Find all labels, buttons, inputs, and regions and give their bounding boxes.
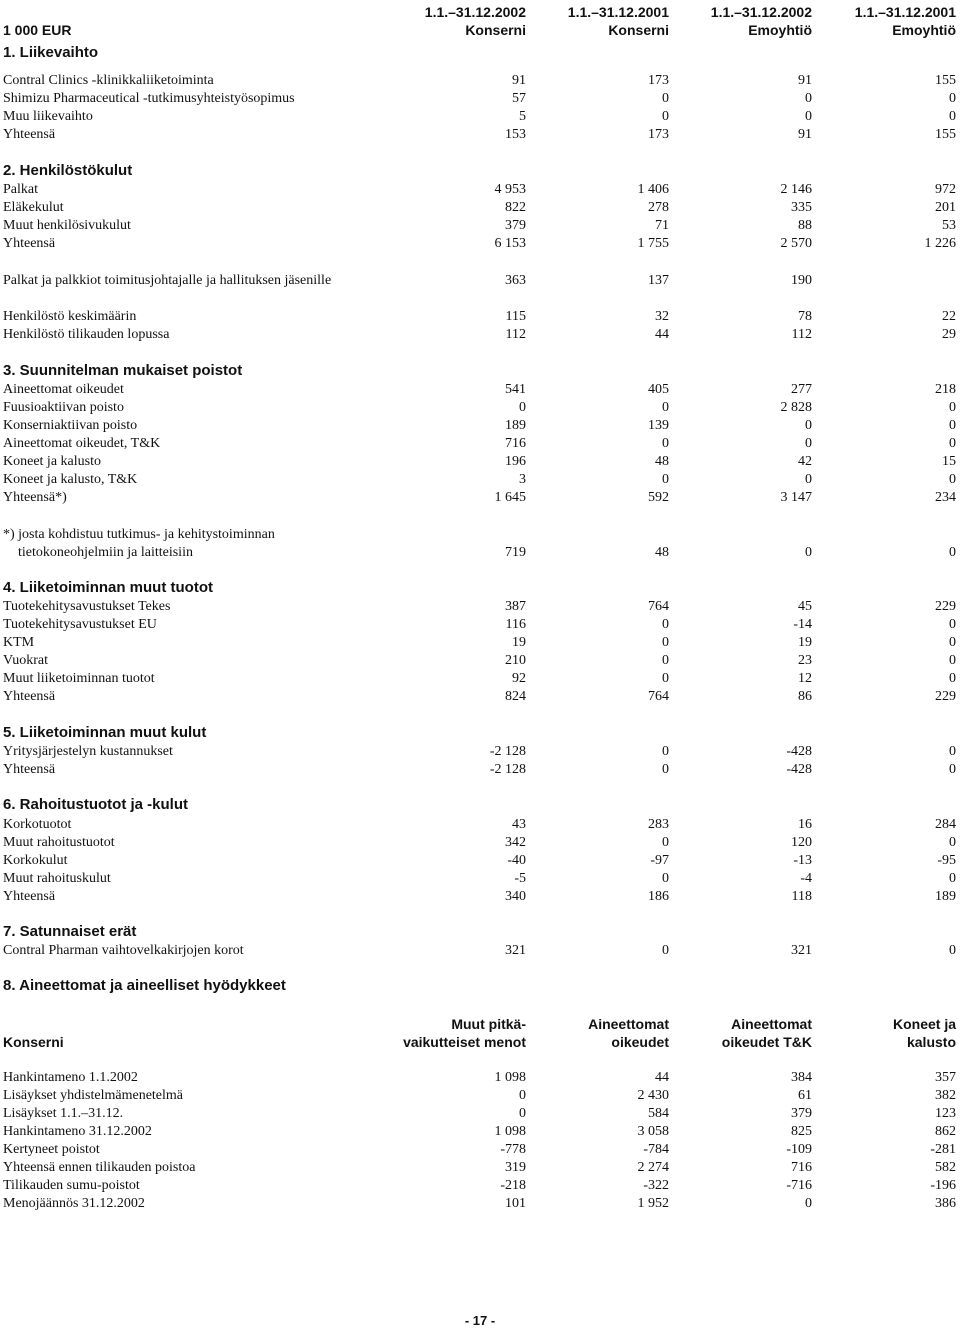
row-label: Yritysjärjestelyn kustannukset	[3, 744, 173, 759]
table-row	[0, 435, 960, 453]
table-row	[0, 616, 960, 634]
row-label: Koneet ja kalusto	[3, 454, 101, 469]
table-row	[0, 670, 960, 688]
value-cell: 0	[662, 671, 669, 686]
row-label: Henkilöstö tilikauden lopussa	[3, 327, 170, 342]
value-cell: 0	[662, 91, 669, 106]
row-label: Fuusioaktiivan poisto	[3, 400, 124, 415]
row-label: Muut rahoituskulut	[3, 871, 111, 886]
value-cell: 825	[791, 1124, 812, 1139]
table-row	[0, 181, 960, 199]
value-cell: 278	[648, 200, 669, 215]
asset-col-header-2a: Aineettomat	[588, 1016, 669, 1032]
table-row	[0, 381, 960, 399]
value-cell: -109	[786, 1142, 812, 1157]
row-label: Yhteensä	[3, 762, 56, 777]
row-label: Tuotekehitysavustukset Tekes	[3, 599, 171, 614]
table-row	[0, 834, 960, 852]
value-cell: 2 570	[780, 236, 812, 251]
value-cell: 155	[935, 73, 956, 88]
value-cell: 0	[805, 1196, 812, 1211]
value-cell: 0	[662, 653, 669, 668]
value-cell: 118	[791, 889, 812, 904]
value-cell: -428	[786, 744, 812, 759]
value-cell: 53	[942, 218, 956, 233]
row-label: Contral Pharman vaihtovelkakirjojen korot	[3, 943, 244, 958]
column-header	[0, 0, 960, 40]
value-cell: 0	[805, 418, 812, 433]
section-title: 3. Suunnitelman mukaiset poistot	[3, 362, 243, 379]
row-label: Hankintameno 31.12.2002	[3, 1124, 152, 1139]
row-label: Yhteensä	[3, 236, 56, 251]
value-cell: 592	[648, 490, 669, 505]
row-label: Yhteensä*)	[3, 490, 67, 505]
value-cell: 2 146	[780, 182, 812, 197]
value-cell: 379	[791, 1106, 812, 1121]
value-cell: 0	[662, 617, 669, 632]
row-label: Muu liikevaihto	[3, 109, 93, 124]
value-cell: 91	[798, 127, 812, 142]
value-cell: 0	[662, 835, 669, 850]
row-label: Tuotekehitysavustukset EU	[3, 617, 157, 632]
value-cell: 234	[935, 490, 956, 505]
table-row	[0, 90, 960, 108]
value-cell: 379	[505, 218, 526, 233]
value-cell: 0	[949, 436, 956, 451]
value-cell: 0	[805, 436, 812, 451]
value-cell: 0	[949, 635, 956, 650]
value-cell: 101	[505, 1196, 526, 1211]
value-cell: 45	[798, 599, 812, 614]
asset-col-header-3a: Aineettomat	[731, 1016, 812, 1032]
value-cell: 42	[798, 454, 812, 469]
total-row	[0, 489, 960, 507]
asset-col-header-4a: Koneet ja	[892, 1016, 956, 1032]
value-cell: -716	[786, 1178, 812, 1193]
table-row	[0, 308, 960, 326]
value-cell: 0	[519, 1106, 526, 1121]
value-cell: 0	[949, 617, 956, 632]
row-label: Vuokrat	[3, 653, 49, 668]
value-cell: 190	[791, 273, 812, 288]
table-row	[0, 1159, 960, 1177]
value-cell: 1 406	[637, 182, 669, 197]
value-cell: 71	[655, 218, 669, 233]
value-cell: -322	[643, 1178, 669, 1193]
row-label: Palkat ja palkkiot toimitusjohtajalle ja hallituksen jäsenille	[3, 273, 332, 288]
value-cell: -196	[930, 1178, 956, 1193]
value-cell: 123	[935, 1106, 956, 1121]
value-cell: -4	[800, 871, 812, 886]
row-label: Muut henkilösivukulut	[3, 218, 131, 233]
value-cell: 764	[648, 689, 669, 704]
value-cell: 61	[798, 1088, 812, 1103]
value-cell: 0	[949, 109, 956, 124]
value-cell: 201	[935, 200, 956, 215]
period-header-2: 1.1.–31.12.2001	[567, 4, 669, 20]
value-cell: -14	[793, 617, 812, 632]
row-label: Korkotuotot	[3, 817, 72, 832]
value-cell: 335	[791, 200, 812, 215]
table-row	[0, 199, 960, 217]
value-cell: 57	[512, 91, 526, 106]
section-title: 5. Liiketoiminnan muut kulut	[3, 724, 207, 741]
value-cell: 972	[935, 182, 956, 197]
value-cell: 386	[935, 1196, 956, 1211]
value-cell: -5	[514, 871, 526, 886]
value-cell: 48	[655, 545, 669, 560]
value-cell: 2 828	[780, 400, 812, 415]
value-cell: 1 098	[494, 1070, 526, 1085]
page-number: - 17 -	[464, 1313, 496, 1328]
total-row	[0, 235, 960, 253]
value-cell: 0	[949, 871, 956, 886]
value-cell: 357	[935, 1070, 956, 1085]
value-cell: 0	[805, 91, 812, 106]
value-cell: 139	[648, 418, 669, 433]
table-row	[0, 870, 960, 888]
value-cell: 0	[949, 91, 956, 106]
value-cell: 15	[942, 454, 956, 469]
value-cell: 1 755	[637, 236, 669, 251]
row-label: Kertyneet poistot	[3, 1142, 100, 1157]
value-cell: 822	[505, 200, 526, 215]
value-cell: 1 645	[494, 490, 526, 505]
value-cell: 116	[505, 617, 526, 632]
period-header-4: 1.1.–31.12.2001	[854, 4, 956, 20]
row-label: Korkokulut	[3, 853, 68, 868]
value-cell: -2 128	[489, 744, 526, 759]
table-row	[0, 108, 960, 126]
value-cell: 2 274	[637, 1160, 669, 1175]
section-title: 1. Liikevaihto	[3, 44, 99, 61]
asset-col-header-1a: Muut pitkä-	[451, 1016, 526, 1032]
value-cell: 1 952	[637, 1196, 669, 1211]
value-cell: 0	[949, 418, 956, 433]
total-row	[0, 761, 960, 779]
value-cell: 88	[798, 218, 812, 233]
row-label: Contral Clinics -klinikkaliiketoiminta	[3, 73, 214, 88]
value-cell: 0	[805, 472, 812, 487]
row-label: Muut rahoitustuotot	[3, 835, 115, 850]
table-row	[0, 417, 960, 435]
value-cell: 153	[505, 127, 526, 142]
value-cell: 716	[791, 1160, 812, 1175]
asset-col-header-2b: oikeudet	[611, 1034, 669, 1050]
value-cell: 384	[791, 1070, 812, 1085]
table-row	[0, 72, 960, 90]
value-cell: 719	[505, 545, 526, 560]
footnote-row	[0, 526, 960, 544]
value-cell: 340	[505, 889, 526, 904]
value-cell: 16	[798, 817, 812, 832]
value-cell: 405	[648, 382, 669, 397]
row-label: Muut liiketoiminnan tuotot	[3, 671, 155, 686]
table-row	[0, 634, 960, 652]
value-cell: 78	[798, 309, 812, 324]
section-title: 6. Rahoitustuotot ja -kulut	[3, 796, 188, 813]
section-title: 7. Satunnaiset erät	[3, 923, 137, 940]
row-label: Tilikauden sumu-poistot	[3, 1178, 140, 1193]
value-cell: 112	[791, 327, 812, 342]
value-cell: 0	[949, 472, 956, 487]
row-label: Aineettomat oikeudet	[3, 382, 124, 397]
value-cell: 0	[949, 671, 956, 686]
table-row	[0, 652, 960, 670]
table-row	[0, 399, 960, 417]
value-cell: 0	[805, 545, 812, 560]
table-row	[0, 544, 960, 562]
value-cell: 0	[949, 762, 956, 777]
value-cell: 321	[505, 943, 526, 958]
entity-header-2: Konserni	[608, 22, 669, 38]
value-cell: -281	[930, 1142, 956, 1157]
value-cell: 4 953	[494, 182, 526, 197]
table-row	[0, 453, 960, 471]
value-cell: 218	[935, 382, 956, 397]
value-cell: 115	[505, 309, 526, 324]
value-cell: 0	[662, 871, 669, 886]
value-cell: 0	[662, 472, 669, 487]
value-cell: 277	[791, 382, 812, 397]
value-cell: 120	[791, 835, 812, 850]
value-cell: 3 147	[780, 490, 812, 505]
table-row	[0, 743, 960, 761]
value-cell: -13	[793, 853, 812, 868]
value-cell: 582	[935, 1160, 956, 1175]
value-cell: -97	[650, 853, 669, 868]
row-label: Palkat	[3, 182, 38, 197]
table-row	[0, 1105, 960, 1123]
table-row	[0, 471, 960, 489]
value-cell: 342	[505, 835, 526, 850]
total-row	[0, 1195, 960, 1213]
value-cell: 112	[505, 327, 526, 342]
value-cell: -218	[500, 1178, 526, 1193]
value-cell: 48	[655, 454, 669, 469]
value-cell: 22	[942, 309, 956, 324]
value-cell: 86	[798, 689, 812, 704]
table-row	[0, 852, 960, 870]
table-row	[0, 326, 960, 344]
value-cell: 321	[791, 943, 812, 958]
value-cell: 862	[935, 1124, 956, 1139]
value-cell: 6 153	[494, 236, 526, 251]
value-cell: 0	[662, 943, 669, 958]
value-cell: 0	[519, 400, 526, 415]
value-cell: 137	[648, 273, 669, 288]
value-cell: 173	[648, 127, 669, 142]
total-row	[0, 126, 960, 144]
value-cell: 43	[512, 817, 526, 832]
unit-label: 1 000 EUR	[3, 22, 72, 38]
total-row	[0, 888, 960, 906]
footnote-label: *) josta kohdistuu tutkimus- ja kehitystoiminnan	[3, 527, 275, 542]
value-cell: 19	[798, 635, 812, 650]
table-row	[0, 1069, 960, 1087]
table-row	[0, 217, 960, 235]
value-cell: 44	[655, 327, 669, 342]
row-label: Yhteensä	[3, 127, 56, 142]
value-cell: 189	[505, 418, 526, 433]
value-cell: 387	[505, 599, 526, 614]
section-title: 4. Liiketoiminnan muut tuotot	[3, 579, 213, 596]
value-cell: 229	[935, 599, 956, 614]
value-cell: 0	[949, 545, 956, 560]
value-cell: 3	[519, 472, 526, 487]
value-cell: 0	[949, 744, 956, 759]
value-cell: 155	[935, 127, 956, 142]
value-cell: -428	[786, 762, 812, 777]
table-row	[0, 1087, 960, 1105]
entity-header-4: Emoyhtiö	[892, 22, 956, 38]
value-cell: 0	[662, 436, 669, 451]
value-cell: 716	[505, 436, 526, 451]
value-cell: 189	[935, 889, 956, 904]
total-row	[0, 688, 960, 706]
row-label: Yhteensä ennen tilikauden poistoa	[3, 1160, 196, 1175]
value-cell: 824	[505, 689, 526, 704]
value-cell: 1 226	[924, 236, 956, 251]
row-label: Menojäännös 31.12.2002	[3, 1196, 145, 1211]
value-cell: 5	[519, 109, 526, 124]
value-cell: 91	[798, 73, 812, 88]
section-title: 8. Aineettomat ja aineelliset hyödykkeet	[3, 977, 286, 994]
value-cell: 584	[648, 1106, 669, 1121]
value-cell: 0	[949, 400, 956, 415]
row-label: Lisäykset yhdistelmämenetelmä	[3, 1088, 184, 1103]
value-cell: 3 058	[637, 1124, 669, 1139]
row-label: Eläkekulut	[3, 200, 64, 215]
value-cell: 764	[648, 599, 669, 614]
entity-label: Konserni	[3, 1034, 64, 1050]
value-cell: 91	[512, 73, 526, 88]
table-row	[0, 272, 960, 290]
value-cell: 0	[662, 109, 669, 124]
value-cell: 210	[505, 653, 526, 668]
value-cell: 319	[505, 1160, 526, 1175]
value-cell: 0	[805, 109, 812, 124]
row-label: Lisäykset 1.1.–31.12.	[3, 1106, 124, 1121]
value-cell: -778	[500, 1142, 526, 1157]
period-header-1: 1.1.–31.12.2002	[424, 4, 526, 20]
value-cell: 0	[949, 835, 956, 850]
value-cell: 12	[798, 671, 812, 686]
value-cell: 32	[655, 309, 669, 324]
asset-col-header-1b: vaikutteiset menot	[403, 1034, 526, 1050]
value-cell: 283	[648, 817, 669, 832]
period-header-3: 1.1.–31.12.2002	[710, 4, 812, 20]
value-cell: 0	[662, 762, 669, 777]
value-cell: -40	[507, 853, 526, 868]
value-cell: 0	[662, 744, 669, 759]
row-label: Konserniaktiivan poisto	[3, 418, 138, 433]
value-cell: 284	[935, 817, 956, 832]
table-row	[0, 1177, 960, 1195]
table-row	[0, 942, 960, 960]
row-label: Henkilöstö keskimäärin	[3, 309, 137, 324]
table-row	[0, 1141, 960, 1159]
value-cell: -95	[937, 853, 956, 868]
value-cell: 0	[949, 943, 956, 958]
asset-col-header-4b: kalusto	[906, 1034, 956, 1050]
value-cell: 0	[662, 635, 669, 650]
row-label: Shimizu Pharmaceutical -tutkimusyhteistyösopimus	[3, 91, 295, 106]
value-cell: 0	[949, 653, 956, 668]
value-cell: 0	[662, 400, 669, 415]
value-cell: 186	[648, 889, 669, 904]
table-row	[0, 598, 960, 616]
value-cell: 92	[512, 671, 526, 686]
entity-header-1: Konserni	[465, 22, 526, 38]
row-label: Koneet ja kalusto, T&K	[3, 472, 138, 487]
value-cell: 2 430	[637, 1088, 669, 1103]
table-row	[0, 1123, 960, 1141]
row-label: Yhteensä	[3, 889, 56, 904]
value-cell: 29	[942, 327, 956, 342]
row-label: Aineettomat oikeudet, T&K	[3, 436, 161, 451]
value-cell: 173	[648, 73, 669, 88]
value-cell: 23	[798, 653, 812, 668]
value-cell: 541	[505, 382, 526, 397]
row-label: tietokoneohjelmiin ja laitteisiin	[18, 545, 193, 560]
value-cell: 196	[505, 454, 526, 469]
value-cell: 19	[512, 635, 526, 650]
value-cell: -2 128	[489, 762, 526, 777]
value-cell: 0	[519, 1088, 526, 1103]
value-cell: 1 098	[494, 1124, 526, 1139]
value-cell: 229	[935, 689, 956, 704]
row-label: Hankintameno 1.1.2002	[3, 1070, 138, 1085]
asset-col-header-3b: oikeudet T&K	[721, 1034, 812, 1050]
table-row	[0, 816, 960, 834]
row-label: Yhteensä	[3, 689, 56, 704]
value-cell: 44	[655, 1070, 669, 1085]
value-cell: 382	[935, 1088, 956, 1103]
row-label: KTM	[3, 635, 35, 650]
value-cell: -784	[643, 1142, 669, 1157]
section-title: 2. Henkilöstökulut	[3, 162, 133, 179]
value-cell: 363	[505, 273, 526, 288]
entity-header-3: Emoyhtiö	[748, 22, 812, 38]
